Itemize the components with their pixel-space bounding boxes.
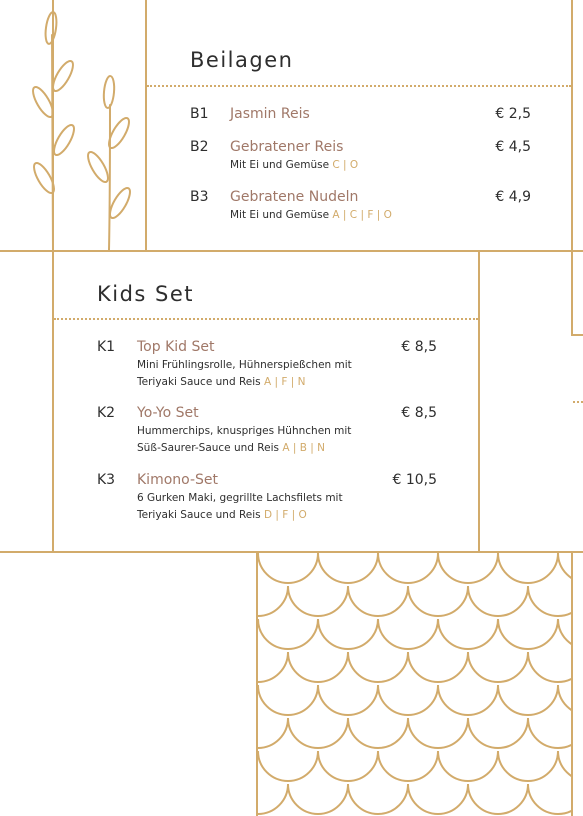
scale-arc xyxy=(528,784,583,814)
scale-arc xyxy=(258,751,318,781)
scale-arc xyxy=(438,685,498,715)
menu-item-k3 xyxy=(97,472,439,526)
item-name: Gebratener Reis xyxy=(230,139,344,155)
scale-arc xyxy=(288,718,348,748)
beilagen-title: Beilagen xyxy=(190,48,294,72)
scale-arc xyxy=(438,751,498,781)
scale-arc xyxy=(198,553,258,583)
scale-arc xyxy=(288,586,348,616)
scale-arc xyxy=(498,553,558,583)
scale-arc xyxy=(228,586,288,616)
item-name: Jasmin Reis xyxy=(230,106,310,122)
scale-arc xyxy=(288,784,348,814)
menu-item-b2 xyxy=(190,139,535,179)
scale-arc xyxy=(318,751,378,781)
item-price: € 8,5 xyxy=(401,339,437,355)
scale-arc xyxy=(348,784,408,814)
item-price: € 2,5 xyxy=(495,106,531,122)
item-price: € 8,5 xyxy=(401,405,437,421)
item-code: K3 xyxy=(97,472,116,488)
item-code: K2 xyxy=(97,405,116,421)
scale-arc xyxy=(348,652,408,682)
scale-arc xyxy=(318,685,378,715)
item-name: Kimono-Set xyxy=(137,472,219,488)
allergen-codes: C | O xyxy=(332,159,359,171)
allergen-codes: A | C | F | O xyxy=(332,209,392,221)
scale-arc xyxy=(468,718,528,748)
menu-item-b3 xyxy=(190,189,535,229)
scale-arc xyxy=(348,718,408,748)
scale-arc xyxy=(408,652,468,682)
item-price: € 10,5 xyxy=(392,472,437,488)
scale-arc xyxy=(258,553,318,583)
scale-arc xyxy=(558,553,583,583)
scale-arc xyxy=(528,586,583,616)
scale-arc xyxy=(468,586,528,616)
item-code: B1 xyxy=(190,106,209,122)
item-code: B3 xyxy=(190,189,209,205)
scale-arc xyxy=(558,685,583,715)
scale-arc xyxy=(318,619,378,649)
scale-arc xyxy=(438,553,498,583)
scale-arc xyxy=(378,751,438,781)
menu-item-k2 xyxy=(97,405,439,459)
item-description: 6 Gurken Maki, gegrillte Lachsfilets mit Teriyaki Sauce und Reis D | F | O xyxy=(137,492,343,521)
scale-arc xyxy=(228,784,288,814)
scale-arc xyxy=(558,751,583,781)
item-price: € 4,5 xyxy=(495,139,531,155)
scale-arc xyxy=(438,619,498,649)
scale-arc xyxy=(408,784,468,814)
scale-arc xyxy=(258,685,318,715)
scale-arc xyxy=(528,652,583,682)
item-code: B2 xyxy=(190,139,209,155)
scale-arc xyxy=(288,652,348,682)
scale-arc xyxy=(408,718,468,748)
scale-arc xyxy=(348,586,408,616)
scale-arc xyxy=(558,619,583,649)
scale-arc xyxy=(498,751,558,781)
scale-arc xyxy=(468,784,528,814)
item-description: Mit Ei und Gemüse C | O xyxy=(230,159,359,171)
item-code: K1 xyxy=(97,339,116,355)
scale-arc xyxy=(228,652,288,682)
item-description: Hummerchips, knuspriges Hühnchen mit Süß-Saurer-Sauce und Reis A | B | N xyxy=(137,425,352,454)
item-description: Mini Frühlingsrolle, Hühnerspießchen mit Teriyaki Sauce und Reis A | F | N xyxy=(137,359,352,388)
item-name: Gebratene Nudeln xyxy=(230,189,359,205)
item-description: Mit Ei und Gemüse A | C | F | O xyxy=(230,209,392,221)
scale-arc xyxy=(198,685,258,715)
menu-item-k1 xyxy=(97,339,439,393)
scale-arc xyxy=(498,685,558,715)
scale-arc xyxy=(198,751,258,781)
scale-arc xyxy=(198,619,258,649)
allergen-codes: A | B | N xyxy=(282,441,325,454)
scale-arc xyxy=(378,619,438,649)
scale-arc xyxy=(498,619,558,649)
scale-arc xyxy=(528,718,583,748)
item-name: Yo-Yo Set xyxy=(137,405,199,421)
scale-arc xyxy=(408,586,468,616)
item-name: Top Kid Set xyxy=(137,339,215,355)
scale-arc xyxy=(468,652,528,682)
item-price: € 4,9 xyxy=(495,189,531,205)
scale-arc xyxy=(228,718,288,748)
scale-arc xyxy=(318,553,378,583)
allergen-codes: D | F | O xyxy=(263,508,307,521)
scale-arc xyxy=(378,685,438,715)
scale-arc xyxy=(258,619,318,649)
kids-title: Kids Set xyxy=(97,282,195,306)
scale-arc xyxy=(378,553,438,583)
allergen-codes: A | F | N xyxy=(263,375,306,388)
